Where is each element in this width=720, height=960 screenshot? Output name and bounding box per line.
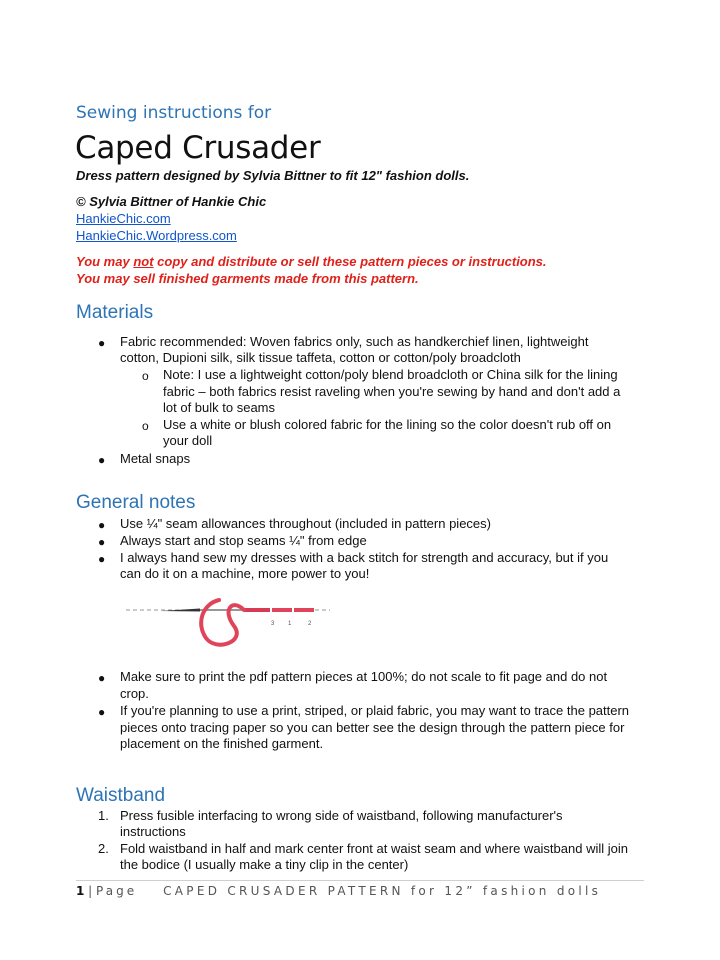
- general-note-4-line-1: Make sure to print the pdf pattern pieces at 100%; do not scale to fit page and do not: [120, 669, 608, 684]
- general-note-3-line-2: can do it on a machine, more power to you!: [120, 566, 370, 581]
- back-stitch-illustration: [124, 590, 334, 670]
- materials-note-2-line-2: your doll: [163, 433, 213, 448]
- bullet-icon: ●: [98, 671, 106, 685]
- thread-loop: [201, 600, 244, 645]
- footer-separator: |: [84, 884, 97, 898]
- page-label: Page: [96, 884, 138, 898]
- warning-line-2: You may sell finished garments made from this pattern.: [76, 271, 419, 286]
- waistband-step-1-line-2: instructions: [120, 824, 186, 839]
- stitch-label-1: 1: [288, 621, 292, 627]
- heading-waistband: Waistband: [76, 785, 166, 806]
- materials-note-1-line-1: Note: I use a lightweight cotton/poly blend broadcloth or China silk for the lining: [163, 367, 618, 382]
- warning-1-emphasis: not: [133, 254, 154, 269]
- link-hankiechic-wordpress[interactable]: HankieChic.Wordpress.com: [76, 228, 237, 243]
- stitch-2: [272, 608, 292, 612]
- general-note-5-line-1: If you're planning to use a print, striped, or plaid fabric, you may want to trace the pattern: [120, 703, 630, 718]
- stitch-3: [294, 608, 314, 612]
- heading-general-notes: General notes: [76, 492, 196, 513]
- materials-item-1-line-2: cotton, Dupioni silk, silk tissue taffeta, cotton or cotton/poly broadcloth: [120, 350, 521, 365]
- materials-note-2-line-1: Use a white or blush colored fabric for the lining so the color doesn't rub off on: [163, 417, 612, 432]
- document-supertitle: Sewing instructions for: [76, 103, 272, 123]
- bullet-icon: ●: [98, 552, 106, 566]
- general-note-4-line-2: crop.: [120, 686, 149, 701]
- document-subtitle: Dress pattern designed by Sylvia Bittner to fit 12" fashion dolls.: [76, 168, 470, 183]
- step-number-1: 1.: [98, 808, 109, 823]
- footer-divider: [76, 880, 644, 881]
- materials-note-1-line-2: fabric – both fabrics resist raveling when you're sewing by hand and don't add a: [163, 384, 621, 399]
- footer-document-title: CAPED CRUSADER PATTERN for 12” fashion dolls: [163, 884, 602, 898]
- general-note-1: Use ¼" seam allowances throughout (included in pattern pieces): [120, 516, 491, 531]
- materials-note-1-line-3: lot of bulk to seams: [163, 400, 275, 415]
- stitch-label-2: 2: [308, 621, 312, 627]
- general-note-5-line-2: pieces onto tracing paper so you can better see the design through the pattern piece for: [120, 720, 625, 735]
- materials-item-1-line-1: Fabric recommended: Woven fabrics only, such as handkerchief linen, lightweight: [120, 334, 589, 349]
- link-hankiechic[interactable]: HankieChic.com: [76, 211, 171, 226]
- stitch-label-3: 3: [271, 621, 275, 627]
- warning-1-post: copy and distribute or sell these pattern pieces or instructions.: [153, 254, 547, 269]
- waistband-step-2-line-2: the bodice (I usually make a tiny clip in the center): [120, 857, 409, 872]
- warning-1-pre: You may: [76, 254, 134, 269]
- waistband-step-1-line-1: Press fusible interfacing to wrong side of waistband, following manufacturer's: [120, 808, 563, 823]
- stitch-1: [244, 608, 270, 612]
- heading-materials: Materials: [76, 302, 154, 323]
- general-note-5-line-3: placement on the finished garment.: [120, 736, 324, 751]
- general-note-3-line-1: I always hand sew my dresses with a back stitch for strength and accuracy, but if you: [120, 550, 609, 565]
- document-title: Caped Crusader: [75, 130, 321, 166]
- materials-item-2: Metal snaps: [120, 451, 191, 466]
- warning-line-1: [76, 254, 547, 269]
- bullet-icon: ●: [98, 336, 106, 350]
- bullet-icon: ●: [98, 453, 106, 467]
- sub-bullet-icon: o: [142, 369, 149, 383]
- bullet-icon: ●: [98, 535, 106, 549]
- bullet-icon: ●: [98, 518, 106, 532]
- step-number-2: 2.: [98, 841, 109, 856]
- general-note-2: Always start and stop seams ¼" from edge: [120, 533, 367, 548]
- needle-icon: [160, 609, 200, 612]
- copyright-line: © Sylvia Bittner of Hankie Chic: [76, 194, 267, 209]
- bullet-icon: ●: [98, 705, 106, 719]
- waistband-step-2-line-1: Fold waistband in half and mark center front at waist seam and where waistband will join: [120, 841, 628, 856]
- page-number: 1: [76, 884, 85, 898]
- sub-bullet-icon: o: [142, 419, 149, 433]
- page-footer: [76, 884, 601, 898]
